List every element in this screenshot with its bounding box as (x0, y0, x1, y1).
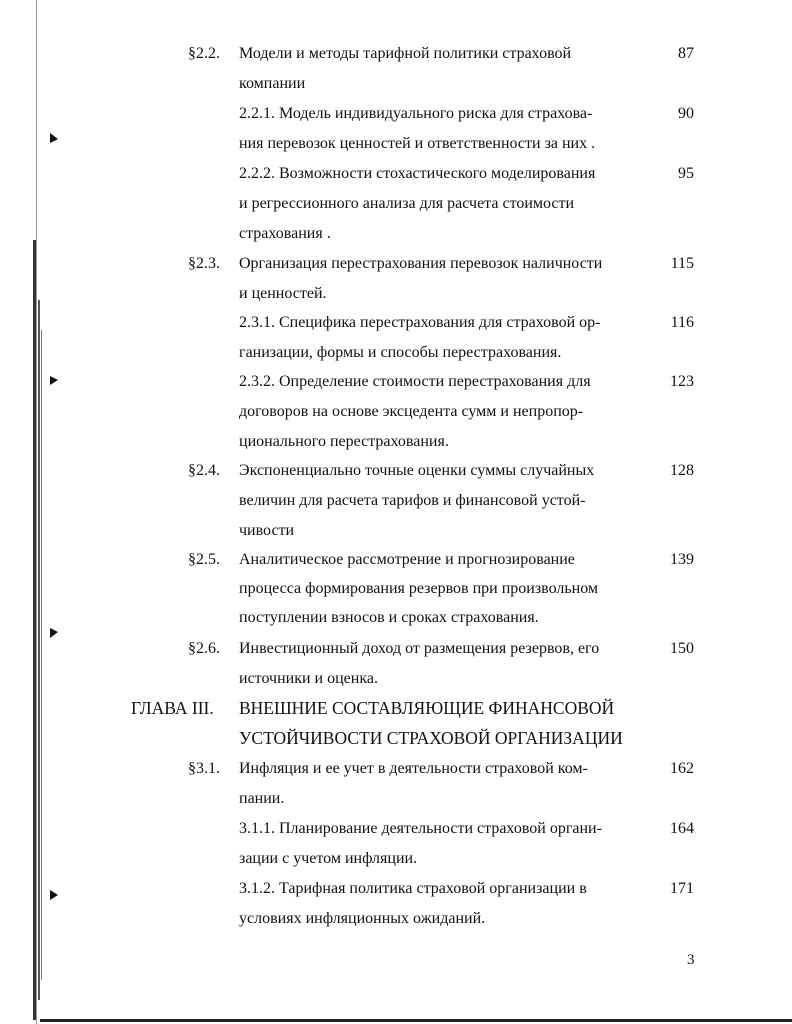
entry-line: 2.2.2. Возможности стохастического моделирования (239, 165, 596, 182)
entry-line: ционального перестрахования. (239, 433, 449, 450)
entry-line: Инфляция и ее учет в деятельности страховой ком- (239, 760, 588, 777)
section-label: §2.4. (188, 462, 220, 479)
page-ref: 115 (670, 255, 694, 272)
page-ref: 87 (678, 45, 694, 62)
chapter-label: ГЛАВА III. (131, 698, 214, 718)
entry-line: 3.1.1. Планирование деятельности страховой органи- (239, 820, 602, 837)
page-ref: 90 (678, 105, 694, 122)
chapter-title-line: УСТОЙЧИВОСТИ СТРАХОВОЙ ОРГАНИЗАЦИИ (239, 728, 623, 748)
entry-line: 3.1.2. Тарифная политика страховой организации в (239, 880, 587, 897)
page-ref: 171 (670, 880, 694, 897)
entry-line: величин для расчета тарифов и финансовой устой- (239, 492, 586, 509)
entry-line: Аналитическое рассмотрение и прогнозирование (239, 551, 575, 568)
entry-line: Экспоненциально точные оценки суммы случайных (239, 462, 595, 479)
entry-line: и ценностей. (239, 285, 327, 302)
entry-line: Инвестиционный доход от размещения резервов, его (239, 640, 600, 657)
page-ref: 95 (678, 165, 694, 182)
section-label: §2.6. (188, 640, 220, 657)
entry-line: условиях инфляционных ожиданий. (239, 910, 486, 927)
page-number: 3 (687, 952, 695, 968)
entry-line: страхования . (239, 225, 331, 242)
page-ref: 164 (670, 820, 694, 837)
section-label: §3.1. (188, 760, 220, 777)
section-label: §2.5. (188, 551, 220, 568)
section-label: §2.3. (188, 255, 220, 272)
entry-line: зации с учетом инфляции. (239, 850, 418, 867)
page-ref: 123 (670, 373, 694, 390)
entry-line: 2.3.2. Определение стоимости перестрахования для (239, 373, 591, 390)
entry-line: Организация перестрахования перевозок наличности (239, 255, 603, 272)
entry-line: 2.3.1. Специфика перестрахования для страховой ор- (239, 314, 601, 331)
entry-line: процесса формирования резервов при произвольном (239, 580, 599, 597)
entry-line: 2.2.1. Модель индивидуального риска для страхова- (239, 105, 593, 122)
entry-line: источники и оценка. (239, 670, 378, 687)
section-label: §2.2. (188, 45, 220, 62)
entry-line: ганизации, формы и способы перестрахования. (239, 344, 562, 361)
page-ref: 116 (670, 314, 694, 331)
chapter-title-line: ВНЕШНИЕ СОСТАВЛЯЮЩИЕ ФИНАНСОВОЙ (239, 698, 615, 718)
entry-line: пании. (239, 790, 285, 807)
page-ref: 150 (670, 640, 694, 657)
page-ref: 162 (670, 760, 694, 777)
page-ref: 139 (670, 551, 694, 568)
entry-line: поступлении взносов и сроках страхования. (239, 609, 539, 626)
scan-edge-artifact (0, 0, 60, 1024)
entry-line: ния перевозок ценностей и ответственности за них . (239, 135, 596, 152)
entry-line: Модели и методы тарифной политики страховой (239, 45, 572, 62)
entry-line: договоров на основе эксцедента сумм и непропор- (239, 403, 584, 420)
entry-line: чивости (239, 522, 295, 539)
entry-line: и регрессионного анализа для расчета стоимости (239, 195, 575, 212)
entry-line: компании (239, 75, 306, 92)
scan-bottom-artifact (40, 1016, 792, 1024)
page-ref: 128 (670, 462, 694, 479)
